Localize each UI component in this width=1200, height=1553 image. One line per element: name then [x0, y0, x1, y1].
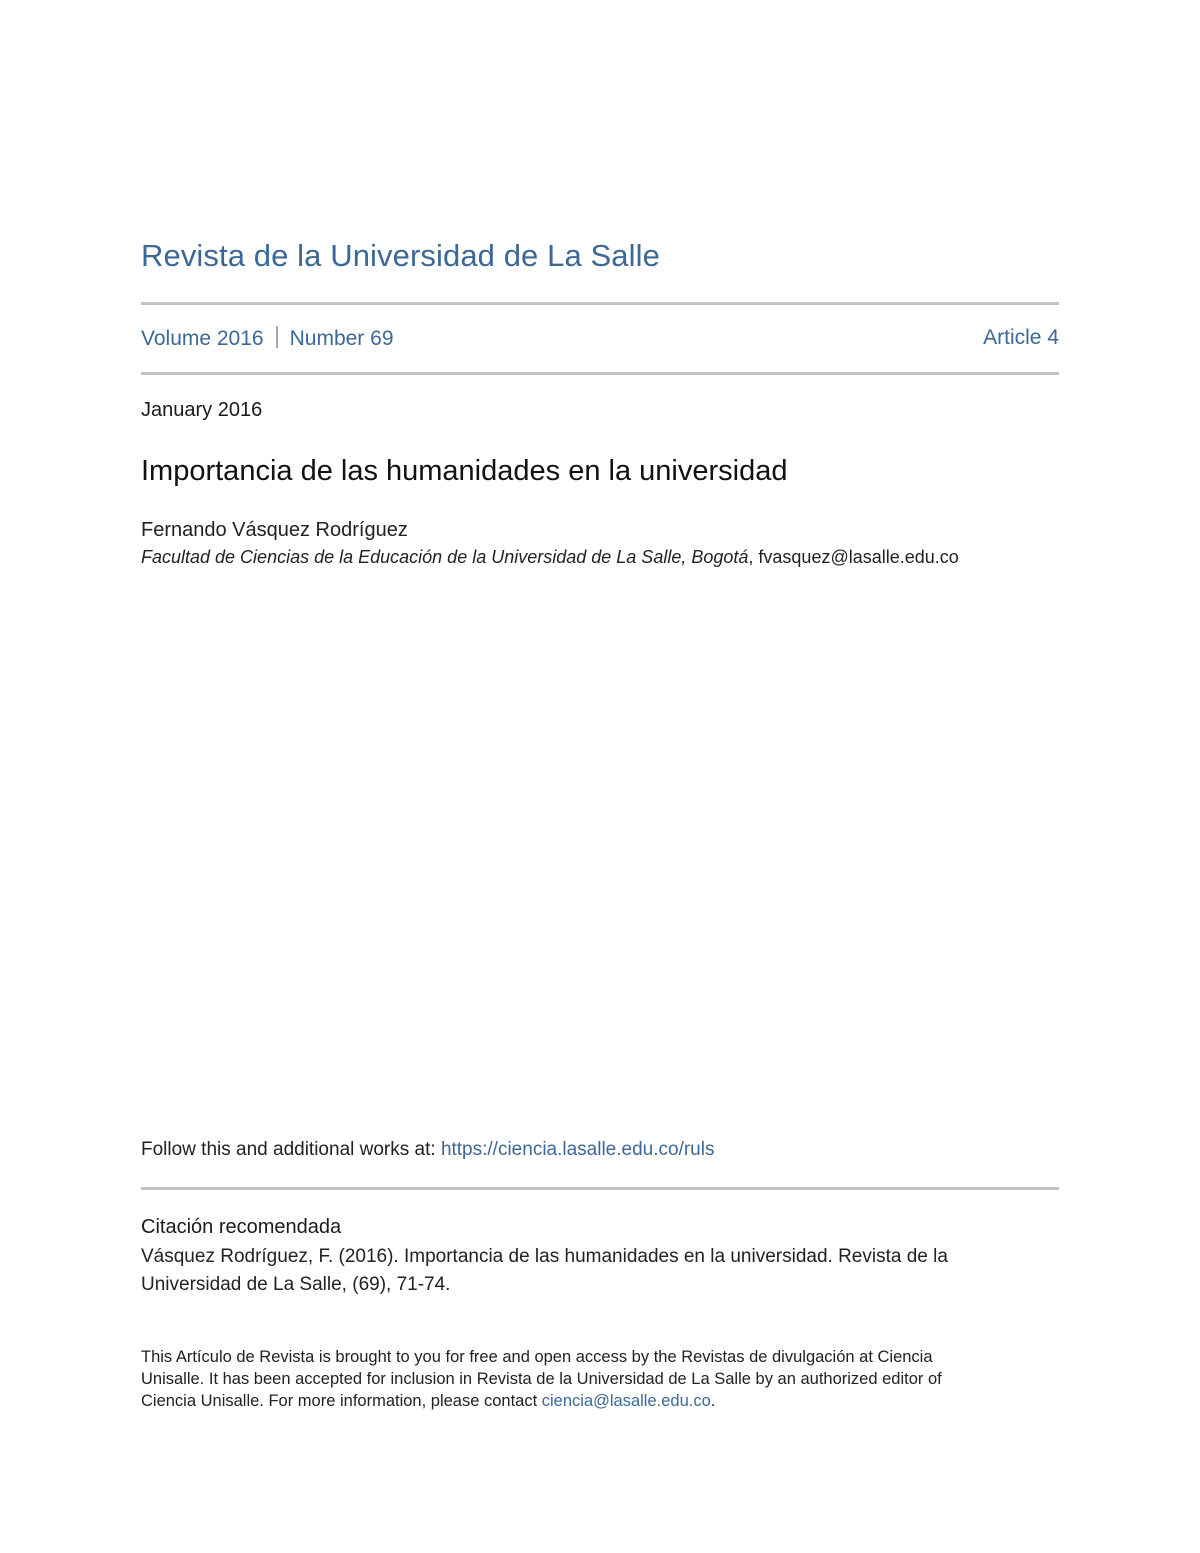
notice-line: Unisalle. It has been accepted for inclusion in Revista de la Universidad de La Salle by an authorized editor of — [141, 1370, 942, 1388]
notice-line: This Artículo de Revista is brought to you for free and open access by the Revistas de divulgación at Ciencia — [141, 1348, 933, 1366]
journal-title[interactable]: Revista de la Universidad de La Salle — [141, 238, 660, 273]
issue-info-row — [141, 326, 1059, 356]
cover-page — [141, 0, 1059, 1553]
volume-link[interactable]: Volume 2016 — [141, 327, 264, 350]
citation-heading: Citación recomendada — [141, 1216, 342, 1238]
issue-separator — [276, 326, 278, 348]
repository-link[interactable]: https://ciencia.lasalle.edu.co/ruls — [440, 1139, 715, 1160]
divider-top — [141, 302, 1059, 305]
publication-date: January 2016 — [141, 399, 263, 421]
article-title: Importancia de las humanidades en la universidad — [141, 455, 788, 487]
issue-left-group — [141, 326, 394, 351]
citation-text — [141, 1243, 1059, 1299]
number-link[interactable]: Number 69 — [289, 327, 394, 350]
citation-line: Vásquez Rodríguez, F. (2016). Importancia de las humanidades en la universidad. Revista de la — [141, 1246, 948, 1267]
affiliation-separator: , — [748, 547, 759, 567]
author-affiliation — [141, 547, 959, 568]
access-notice — [141, 1346, 1059, 1412]
citation-line: Universidad de La Salle, (69), 71-74. — [141, 1274, 451, 1295]
notice-contact-suffix: . — [710, 1392, 716, 1410]
article-number-link[interactable]: Article 4 — [983, 326, 1059, 349]
divider-bottom — [141, 1187, 1059, 1190]
contact-email-link[interactable]: ciencia@lasalle.edu.co — [541, 1392, 711, 1410]
divider-middle — [141, 372, 1059, 375]
author-name: Fernando Vásquez Rodríguez — [141, 519, 408, 541]
notice-contact-prefix: Ciencia Unisalle. For more information, please contact — [141, 1392, 542, 1410]
follow-line — [141, 1139, 714, 1161]
author-email: fvasquez@lasalle.edu.co — [758, 547, 959, 567]
affiliation-text: Facultad de Ciencias de la Educación de la Universidad de La Salle, Bogotá — [141, 547, 749, 567]
follow-text: Follow this and additional works at: — [141, 1139, 441, 1160]
notice-line-contact — [141, 1390, 1059, 1412]
